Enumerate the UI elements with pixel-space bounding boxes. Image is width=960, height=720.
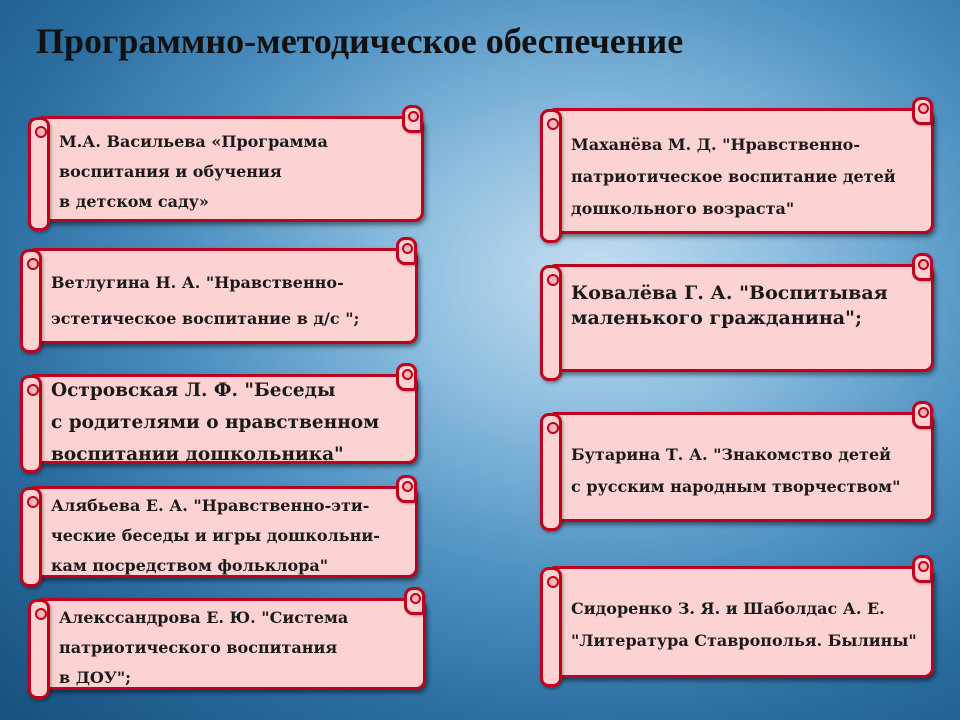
scroll-roll-right xyxy=(912,97,933,125)
card-text xyxy=(571,129,921,225)
scroll-card-vetlugina xyxy=(26,248,418,344)
card-line: воспитании дошкольника" xyxy=(51,444,344,465)
card-line: Сидоренко З. Я. и Шаболдас А. Е. xyxy=(571,599,885,618)
card-line: Маханёва М. Д. "Нравственно- xyxy=(571,135,860,154)
card-line: с русским народным творчеством" xyxy=(571,477,901,496)
card-text xyxy=(571,439,921,503)
card-line: дошкольного возраста" xyxy=(571,199,795,218)
scroll-roll-left xyxy=(540,567,562,687)
scroll-roll-right xyxy=(912,253,933,281)
card-line: патриотическое воспитание детей xyxy=(571,167,896,186)
scroll-card-ostrovskaya xyxy=(26,374,418,464)
card-line: маленького гражданина"; xyxy=(571,307,862,329)
scroll-roll-left xyxy=(28,117,50,231)
scroll-roll-right xyxy=(912,401,933,429)
card-text xyxy=(51,265,405,337)
scroll-card-sidorenko xyxy=(546,566,934,678)
scroll-roll-right xyxy=(912,555,933,583)
card-line: воспитания и обучения xyxy=(59,162,282,181)
card-text xyxy=(571,593,921,657)
scroll-roll-left xyxy=(540,109,562,243)
card-line: эстетическое воспитание в д/с "; xyxy=(51,309,360,328)
scroll-roll-left xyxy=(540,265,562,381)
scroll-card-vasilyeva xyxy=(34,116,424,222)
card-text xyxy=(571,281,921,331)
scroll-roll-left xyxy=(540,413,562,531)
card-text xyxy=(51,375,405,471)
scroll-card-butarina xyxy=(546,412,934,522)
scroll-card-aleksandrova xyxy=(34,598,426,690)
card-line: Алекссандрова Е. Ю. "Система xyxy=(59,608,349,627)
card-line: в детском саду» xyxy=(59,192,209,211)
card-line: с родителями о нравственном xyxy=(51,412,380,433)
card-line: ческие беседы и игры дошкольни- xyxy=(51,526,380,545)
page-title: Программно-методическое обеспечение xyxy=(36,21,684,61)
scroll-card-kovaleva xyxy=(546,264,934,372)
card-text xyxy=(59,603,413,693)
scroll-roll-left xyxy=(20,375,42,473)
card-text xyxy=(59,127,411,217)
card-line: Ветлугина Н. А. "Нравственно- xyxy=(51,273,344,292)
card-text xyxy=(51,491,405,581)
scroll-card-makhaneva xyxy=(546,108,934,234)
scroll-roll-left xyxy=(28,599,50,699)
card-line: патриотического воспитания xyxy=(59,638,338,657)
card-line: "Литература Ставрополья. Былины" xyxy=(571,631,917,650)
card-line: кам посредством фольклора" xyxy=(51,556,329,575)
card-line: в ДОУ"; xyxy=(59,668,132,687)
scroll-card-alyabyeva xyxy=(26,486,418,578)
scroll-roll-right xyxy=(396,237,417,265)
card-line: Бутарина Т. А. "Знакомство детей xyxy=(571,445,892,464)
card-line: М.А. Васильева «Программа xyxy=(59,132,328,151)
scroll-roll-left xyxy=(20,487,42,587)
card-line: Алябьева Е. А. "Нравственно-эти- xyxy=(51,496,370,515)
card-line: Ковалёва Г. А. "Воспитывая xyxy=(571,282,888,304)
card-line: Островская Л. Ф. "Беседы xyxy=(51,380,336,401)
scroll-roll-left xyxy=(20,249,42,353)
